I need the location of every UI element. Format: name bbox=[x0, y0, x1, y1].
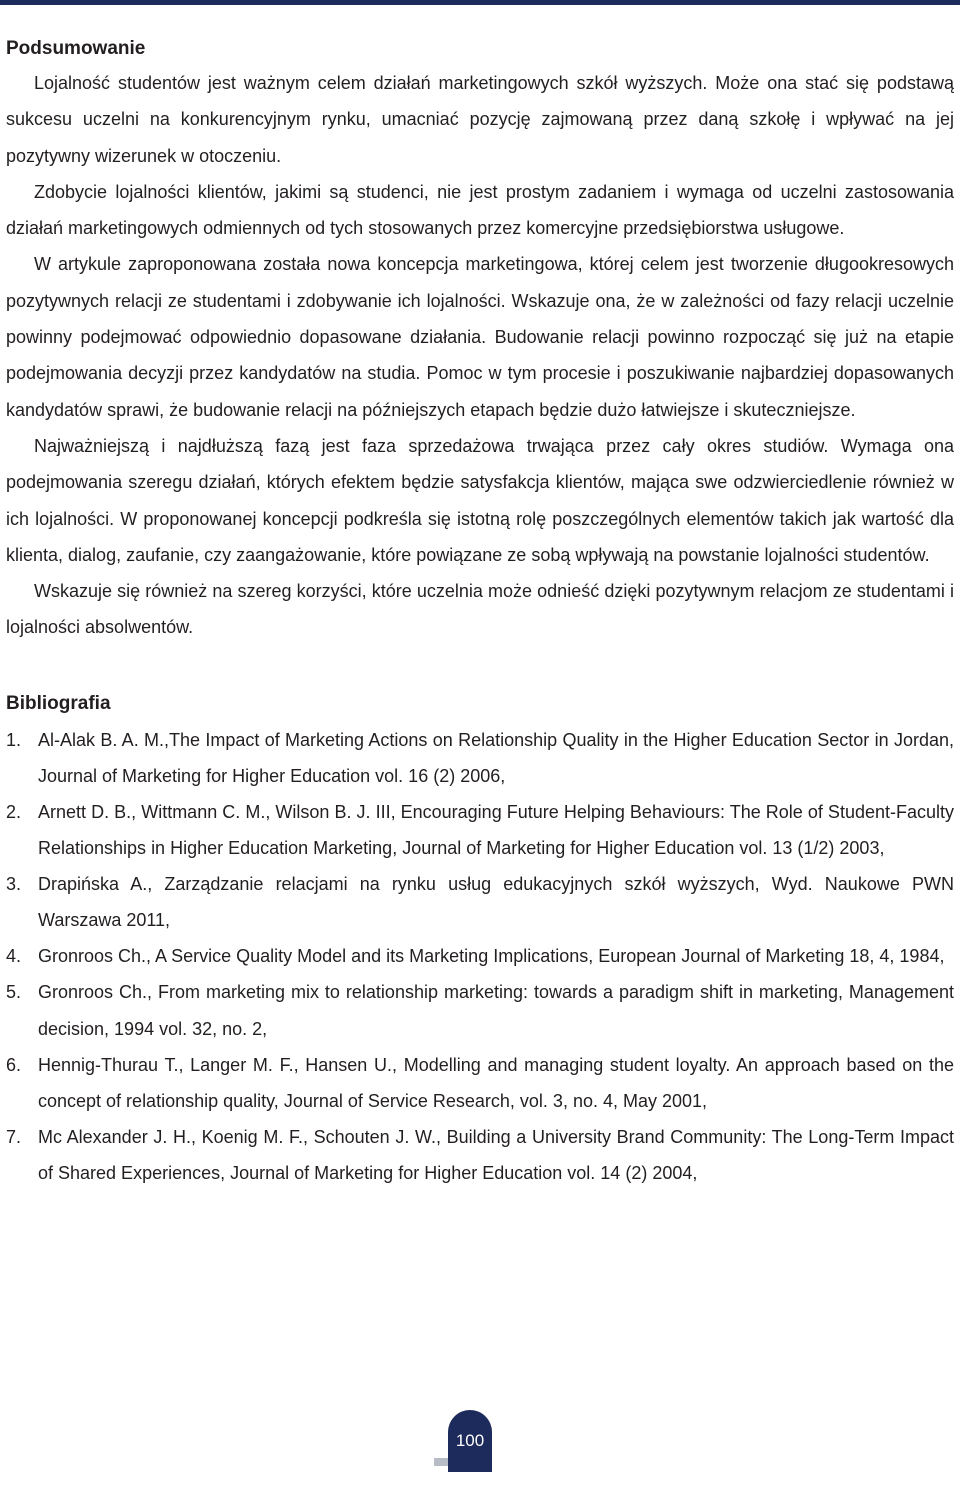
reference-number: 1. bbox=[6, 729, 22, 750]
summary-paragraph: Lojalność studentów jest ważnym celem działań marketingowych szkół wyższych. Może ona stać się podstawą sukcesu uczelni na konkurencyjnym rynku, umacniać pozycję zajmowaną przez daną szkołę i wpływać na jej pozytywny wizerunek w otoczeniu. bbox=[6, 73, 954, 166]
reference-number: 2. bbox=[6, 801, 22, 822]
top-rule bbox=[0, 0, 960, 5]
page-content bbox=[6, 37, 954, 1191]
summary-paragraph: W artykule zaproponowana została nowa koncepcja marketingowa, której celem jest tworzenie długookresowych pozytywnych relacji ze studentami i zdobywanie ich lojalności. Wskazuje ona, że w zależności od fazy relacji uczelnie powinny podejmować odpowiednio dopasowane działania. Budowanie relacji powinno rozpocząć się już na etapie podejmowania decyzji przez kandydatów na studia. Pomoc w tym procesie i poszukiwanie najbardziej dopasowanych kandydatów sprawi, że budowanie relacji na późniejszych etapach będzie dużo łatwiejsze i skuteczniejsze. bbox=[6, 254, 954, 420]
page-number: 100 bbox=[455, 1431, 485, 1450]
summary-paragraph: Zdobycie lojalności klientów, jakimi są studenci, nie jest prostym zadaniem i wymaga od uczelni zastosowania działań marketingowych odmiennych od tych stosowanych przez komercyjne przedsiębiorstwa usługowe. bbox=[6, 181, 954, 239]
summary-paragraph: Wskazuje się również na szereg korzyści, które uczelnia może odnieść dzięki pozytywnym relacjom ze studentami i lojalności absolwentów. bbox=[6, 581, 954, 638]
reference-text: Al-Alak B. A. M.,The Impact of Marketing Actions on Relationship Quality in the Higher Education Sector in Jordan, Journal of Marketing for Higher Education vol. 16 (2) 2006, bbox=[38, 729, 954, 786]
reference-text: Arnett D. B., Wittmann C. M., Wilson B. J. III, Encouraging Future Helping Behaviours: The Role of Student-Faculty Relationships in Higher Education Marketing, Journal of Marketing for Higher Education vol. 13 (1/2) 2003, bbox=[38, 801, 954, 859]
bibliography-heading: Bibliografia bbox=[6, 692, 111, 714]
bibliography-item bbox=[6, 1119, 954, 1191]
reference-text: Drapińska A., Zarządzanie relacjami na rynku usług edukacyjnych szkół wyższych, Wyd. Naukowe PWN Warszawa 2011, bbox=[38, 874, 954, 931]
bibliography-item bbox=[6, 1047, 954, 1119]
reference-text: Hennig-Thurau T., Langer M. F., Hansen U., Modelling and managing student loyalty. An approach based on the concept of relationship quality, Journal of Service Research, vol. 3, no. 4, May 2001, bbox=[38, 1054, 954, 1111]
reference-text: Mc Alexander J. H., Koenig M. F., Schouten J. W., Building a University Brand Community: The Long-Term Impact of Shared Experiences, Journal of Marketing for Higher Education vol. 14 (2) 2004, bbox=[38, 1126, 954, 1183]
bibliography-list bbox=[6, 722, 954, 1191]
summary-heading: Podsumowanie bbox=[6, 38, 146, 59]
reference-number: 5. bbox=[6, 982, 22, 1003]
reference-text: Gronroos Ch., A Service Quality Model and its Marketing Implications, European Journal of Marketing 18, 4, 1984, bbox=[38, 946, 945, 967]
bibliography-item bbox=[6, 722, 954, 794]
bibliography-item bbox=[6, 938, 954, 974]
reference-text: Gronroos Ch., From marketing mix to relationship marketing: towards a paradigm shift in marketing, Management decision, 1994 vol. 32, no. 2, bbox=[38, 982, 954, 1039]
bibliography-item bbox=[6, 866, 954, 938]
summary-paragraph: Najważniejszą i najdłuższą fazą jest faza sprzedażowa trwająca przez cały okres studiów. Wymaga ona podejmowania szeregu działań, których efektem będzie satysfakcja klientów, mająca swe odzwierciedlenie również w ich lojalności. W proponowanej koncepcji podkreśla się istotną rolę poszczególnych elementów takich jak wartość dla klienta, dialog, zaufanie, czy zaangażowanie, które powiązane ze sobą wpływają na powstanie lojalności studentów. bbox=[6, 435, 954, 565]
reference-number: 6. bbox=[6, 1054, 22, 1075]
reference-number: 3. bbox=[6, 874, 22, 895]
reference-number: 4. bbox=[6, 946, 22, 967]
bibliography-item bbox=[6, 974, 954, 1046]
bibliography-item bbox=[6, 794, 954, 866]
reference-number: 7. bbox=[6, 1126, 22, 1147]
